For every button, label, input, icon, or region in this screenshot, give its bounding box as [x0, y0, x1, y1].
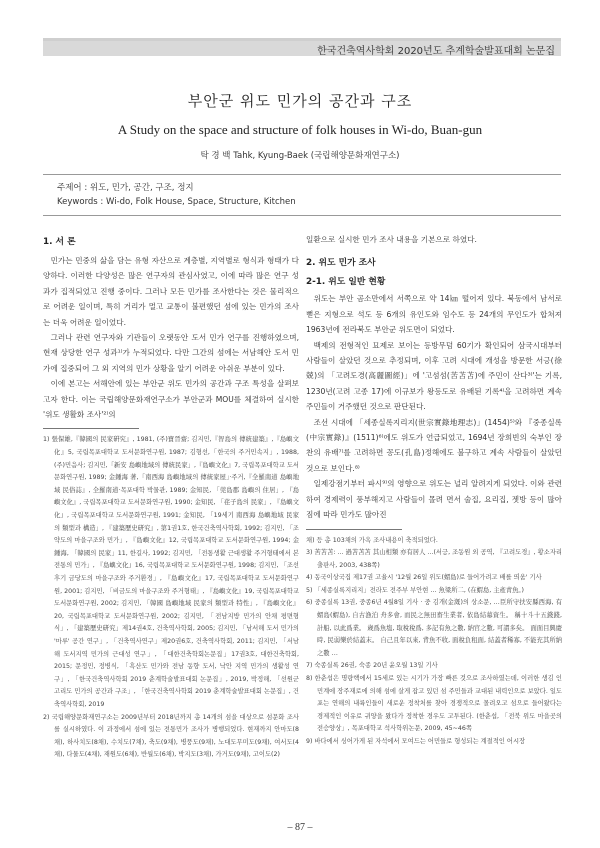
- section-heading-introduction: 1. 서 론: [43, 237, 76, 247]
- footnote: 4) 동국이상국집 제17권 고율시 '12월 26일 위도(蝟島)로 들어가려고 배를 띄움' 기사: [306, 574, 542, 582]
- left-column: [43, 232, 299, 762]
- footnote: 2) 국립해양문화재연구소는 2009년부터 2018년까지 총 14개의 섬을 대상으로 섬문화 조사를 실시하였다. 이 과정에서 섬에 있는 전통민가 조사가 병행되었다. 현재까지 안마도(8채), 하사치도(8채), 수치도(7채), 축도(9채), 병풍도(9채), 노대도무미도(9채), 여서도(4채), 다물도(4채), 재원도(6채), 반월도(6채), 박지도(3채), 가거도(9채), 고이도(2): [43, 713, 299, 759]
- keywords-korean: 주제어 : 위도, 민가, 공간, 구조, 정지: [57, 183, 194, 193]
- keywords-box: [43, 174, 561, 216]
- running-header-text: 한국건축역사학회 2020년도 추계학술발표대회 논문집: [317, 46, 555, 57]
- running-header-bar: [43, 38, 561, 56]
- footnote: 6) 중종실록 13권, 중종6년 4월8일 기사 · 중 김개(金漑)의 상소문, …臣所守扶安縣西海, 有蝟島(蝟島), 自古漁泊 舟多會, 而民之無田畜生業者, 依島結幕資生。 稱十斗十五錢錢, 計船, 以此爲業。 歲爲魚塩, 取稅稅爲, 多記有魚之數, 納官之數, 可謂多矣。 面面目興慶時, 民弱樂於結蓋末。 自己且年以來, 背魚不收, 面稅負租面, 結蓋者稀寡, 不能充其所納之數 …: [306, 599, 562, 657]
- footnote-divider: [43, 428, 139, 429]
- paper-title-korean: 부안군 위도 민가의 공간과 구조: [187, 92, 413, 110]
- footnote: 채) 등 총 103채의 가옥 조사내용이 축적되었다.: [306, 536, 438, 544]
- footnote: 5) 「세종실록지리지」전라도 전주부 부안현 … 魚梁所二, (在蝟島, 主產靑魚。): [306, 586, 525, 594]
- footnote: 9) 바다에서 싱어가게 된 자석에서 모여드는 어민들로 형성되는 계절적인 어시장: [306, 738, 526, 745]
- footnote-divider: [306, 529, 402, 530]
- body-paragraph: 조선 시대에 「세종실록지리지(世宗實錄地理志)」(1454)⁵⁾와 『중종실록(中宗實錄)』(1511)⁶⁾에도 위도가 언급되었고, 1694년 장희빈의 숙부인 장찬의 유배⁷⁾를 고려하면 꽁도(孔島)정해에도 불구하고 계속 사람들이 살았던 것으로 보인다.⁸⁾: [306, 417, 562, 473]
- body-paragraph: 이에 본고는 서해안에 있는 부안군 위도 민가의 공간과 구조 특성을 살펴보고자 한다. 이는 국립해양문화재연구소가 부안군과 MOU를 체결하여 실시한 '위도 생활화 조사'²⁾의: [43, 379, 299, 420]
- body-paragraph: 백제의 전형적인 묘제로 보이는 등방무덤 60기가 확인되어 삼국시대부터 사람들이 살았던 것으로 추정되며, 이후 고려 시대에 개성을 방문한 서긍(徐兢)의 「고려도경(高麗圖經)」에 '고섬섬(苦苫苫)에 주민이 산다³⁾'는 기록, 1230년(고려 고종 17)에 이규보가 왕등도로 유배된 기록⁴⁾을 고려하면 계속 주민들이 거주했던 것으로 판단된다.: [306, 340, 562, 412]
- body-paragraph: 그러나 관련 연구자와 기관들이 오랫동안 도서 민가 연구를 진행하였으며, 현재 상당한 연구 성과¹⁾가 누적되었다. 다만 그간의 섬에는 서남해안 도서 민가에 집중되어 그 외 지역의 민가 상황을 알기 어려운 아쉬운 부분이 있다.: [43, 333, 299, 373]
- keywords-english: Keywords : Wi-do, Folk House, Space, Structure, Kitchen: [57, 197, 296, 207]
- footnote: 1) 張保雄,『韓國의 民家硏究』, 1981, (주)寶晉齋; 김지민,『智島의 傳統建築』,『島嶼文化』5, 국립목포대학교 도서문화연구원, 1987; 김형선,「한국의 주거민속지」, 1988, (주)민음사; 김지민,「新安 島嶼地域의 傳統民家」,『島嶼文化』7, 국립목포대학교 도서문화연구원, 1989; 金鍾海 著,「南西海 島嶼地域의 傳統家屋」·주거,『全羅南道 島嶼地域 民俗誌』, 全羅南道·목포대학 박물관, 1989; 金知民, 「莞島郡 島嶼의 住居」, 『島嶼文化』, 국립목포대학교 도서문화연구원, 1990; 金知民, 「荏子島의 民家」, 『島嶼文化』, 국립목포대학교 도서문화연구원, 1991; 金知民, 「19세기 南西海 島嶼地域 民家의 類型과 構造」, 『建築歷史硏究』, 第1권1호, 한국건축역사학회, 1992; 김지민, 「조약도의 마을구조와 민가」, 『島嶼文化』12, 국립목포대학교 도서문화연구원, 1994; 金鍾海, 「韓國의 民家」11, 한길사, 1992; 김지민, 「전통생활 근대생활 주거형태에서 본 전통의 민가」, 『島嶼文化』16, 국립목포대학교 도서문화연구원, 1998; 김지민, 「조선후기 금당도의 마을구조와 주거환경」, 『島嶼文化』17, 국립목포대학교 도서문화연구원, 2001; 김지민, 「비금도의 마을구조와 주거형태」, 『島嶼文化』19, 국립목포대학교 도서문화연구원, 2002; 김지민, 「韓國 島嶼地域 民家의 類型과 特性」, 『島嶼文化』20, 국립목포대학교 도서문화연구원, 2002; 김지민, 「전남지방 민가의 안채 평면형식」, 「建築歷史硏究」제14권4호, 건축역사학회, 2005; 김지민, 「남서해 도서 민가의 '마루' 공간 연구」, 「건축역사연구」제20권6호, 건축역사학회, 2011; 김지민, 「서남해 도서지역 민가의 근대성 연구」, 「대한건축학회논문집」17권3호, 대한건축학회, 2015; 문정민, 정병식, 「흑산도 민가와 전남 동향 도서, 낙안 지역 민가의 생활성 연구」, 「한국건축역사학회 2019 춘계학술발표대회 논문집」, 2019, 박정해, 「선원군 고리도 민가의 공간과 구조」, 「한국건축역사학회 2019 춘계학술발표대회 논문집」, 건축역사학회, 2019: [43, 436, 299, 708]
- footnote: 8) 한춘섭은 명량핵에서 15세로 있는 시기가 가장 빠른 것으로 조사하였는데, 이러한 생김 인민계에 장주재로에 의해 섬에 살게 잡고 있던 섬 주민들과 교대된 내력인으로 보았다. 일도포는 연해의 내륙인들이 새로운 정착처를 찾아 경쟁적으로 몰려오고 섬으로 들어왔다는 경제적인 이유로 귀양을 왔다가 정착한 경우도 고투된다. (한춘섭, 「전북 위도 마을곳의 전승양상」, 목포대학교 석사학위논문, 2009, 45~46쪽: [306, 675, 563, 733]
- section-heading-survey: 2. 위도 민가 조사: [306, 258, 376, 269]
- right-column: [306, 232, 562, 749]
- subsection-heading-overview: 2-1. 위도 일반 현황: [306, 277, 386, 288]
- page-number: – 87 –: [287, 822, 313, 833]
- body-paragraph: 민가는 민중의 삶을 담는 유형 자산으로 계층별, 지역별로 형식과 형태가 다양하다. 이러한 다양성은 많은 연구자의 관심사였고, 이에 따라 많은 연구 성과가 집적되었고 진행 중이다. 그러나 모든 민가를 조사한다는 것은 물리적으로 어려운 일이며, 특히 거리가 멀고 교통이 불편했던 섬에 있는 민가의 조사는 더욱 어려운 일이었다.: [43, 256, 299, 327]
- footnote: 3) 苦苫苫: ... 過苫苫苫 其山相類 亦有居人 ...(서긍, 조동원 외 공역, 『고려도경』, 황소자리출판사, 2003, 438쪽): [306, 549, 562, 569]
- body-paragraph: 일제강점기부터 파시⁹⁾의 영향으로 위도는 널리 알려지게 되었다. 이와 관련하여 경제력이 풍부해지고 사람들이 몰려 면서 술집, 요리집, 젯방 등이 많아짐에 따라 민가도 많아진: [306, 479, 562, 520]
- footnote: 7) 숙종실록 26권, 숙종 20년 윤오월 13일 기사: [306, 662, 438, 670]
- body-paragraph: 위도는 부안 곰소만에서 서쪽으로 약 14㎞ 떨어져 있다. 북동에서 남서로 뻗은 지형으로 석도 등 6개의 유인도와 임수도 등 24개의 무인도가 합쳐져 1963년에 전라북도 부안군 위도면이 되었다.: [306, 294, 562, 335]
- author-line: 탁 경 백 Tahk, Kyung-Baek (국립해양문화재연구소): [200, 151, 400, 161]
- body-paragraph-continuation: 일환으로 실시한 민가 조사 내용을 기본으로 하였다.: [306, 235, 477, 244]
- paper-title-english: A Study on the space and structure of folk houses in Wi-do, Buan-gun: [117, 122, 483, 137]
